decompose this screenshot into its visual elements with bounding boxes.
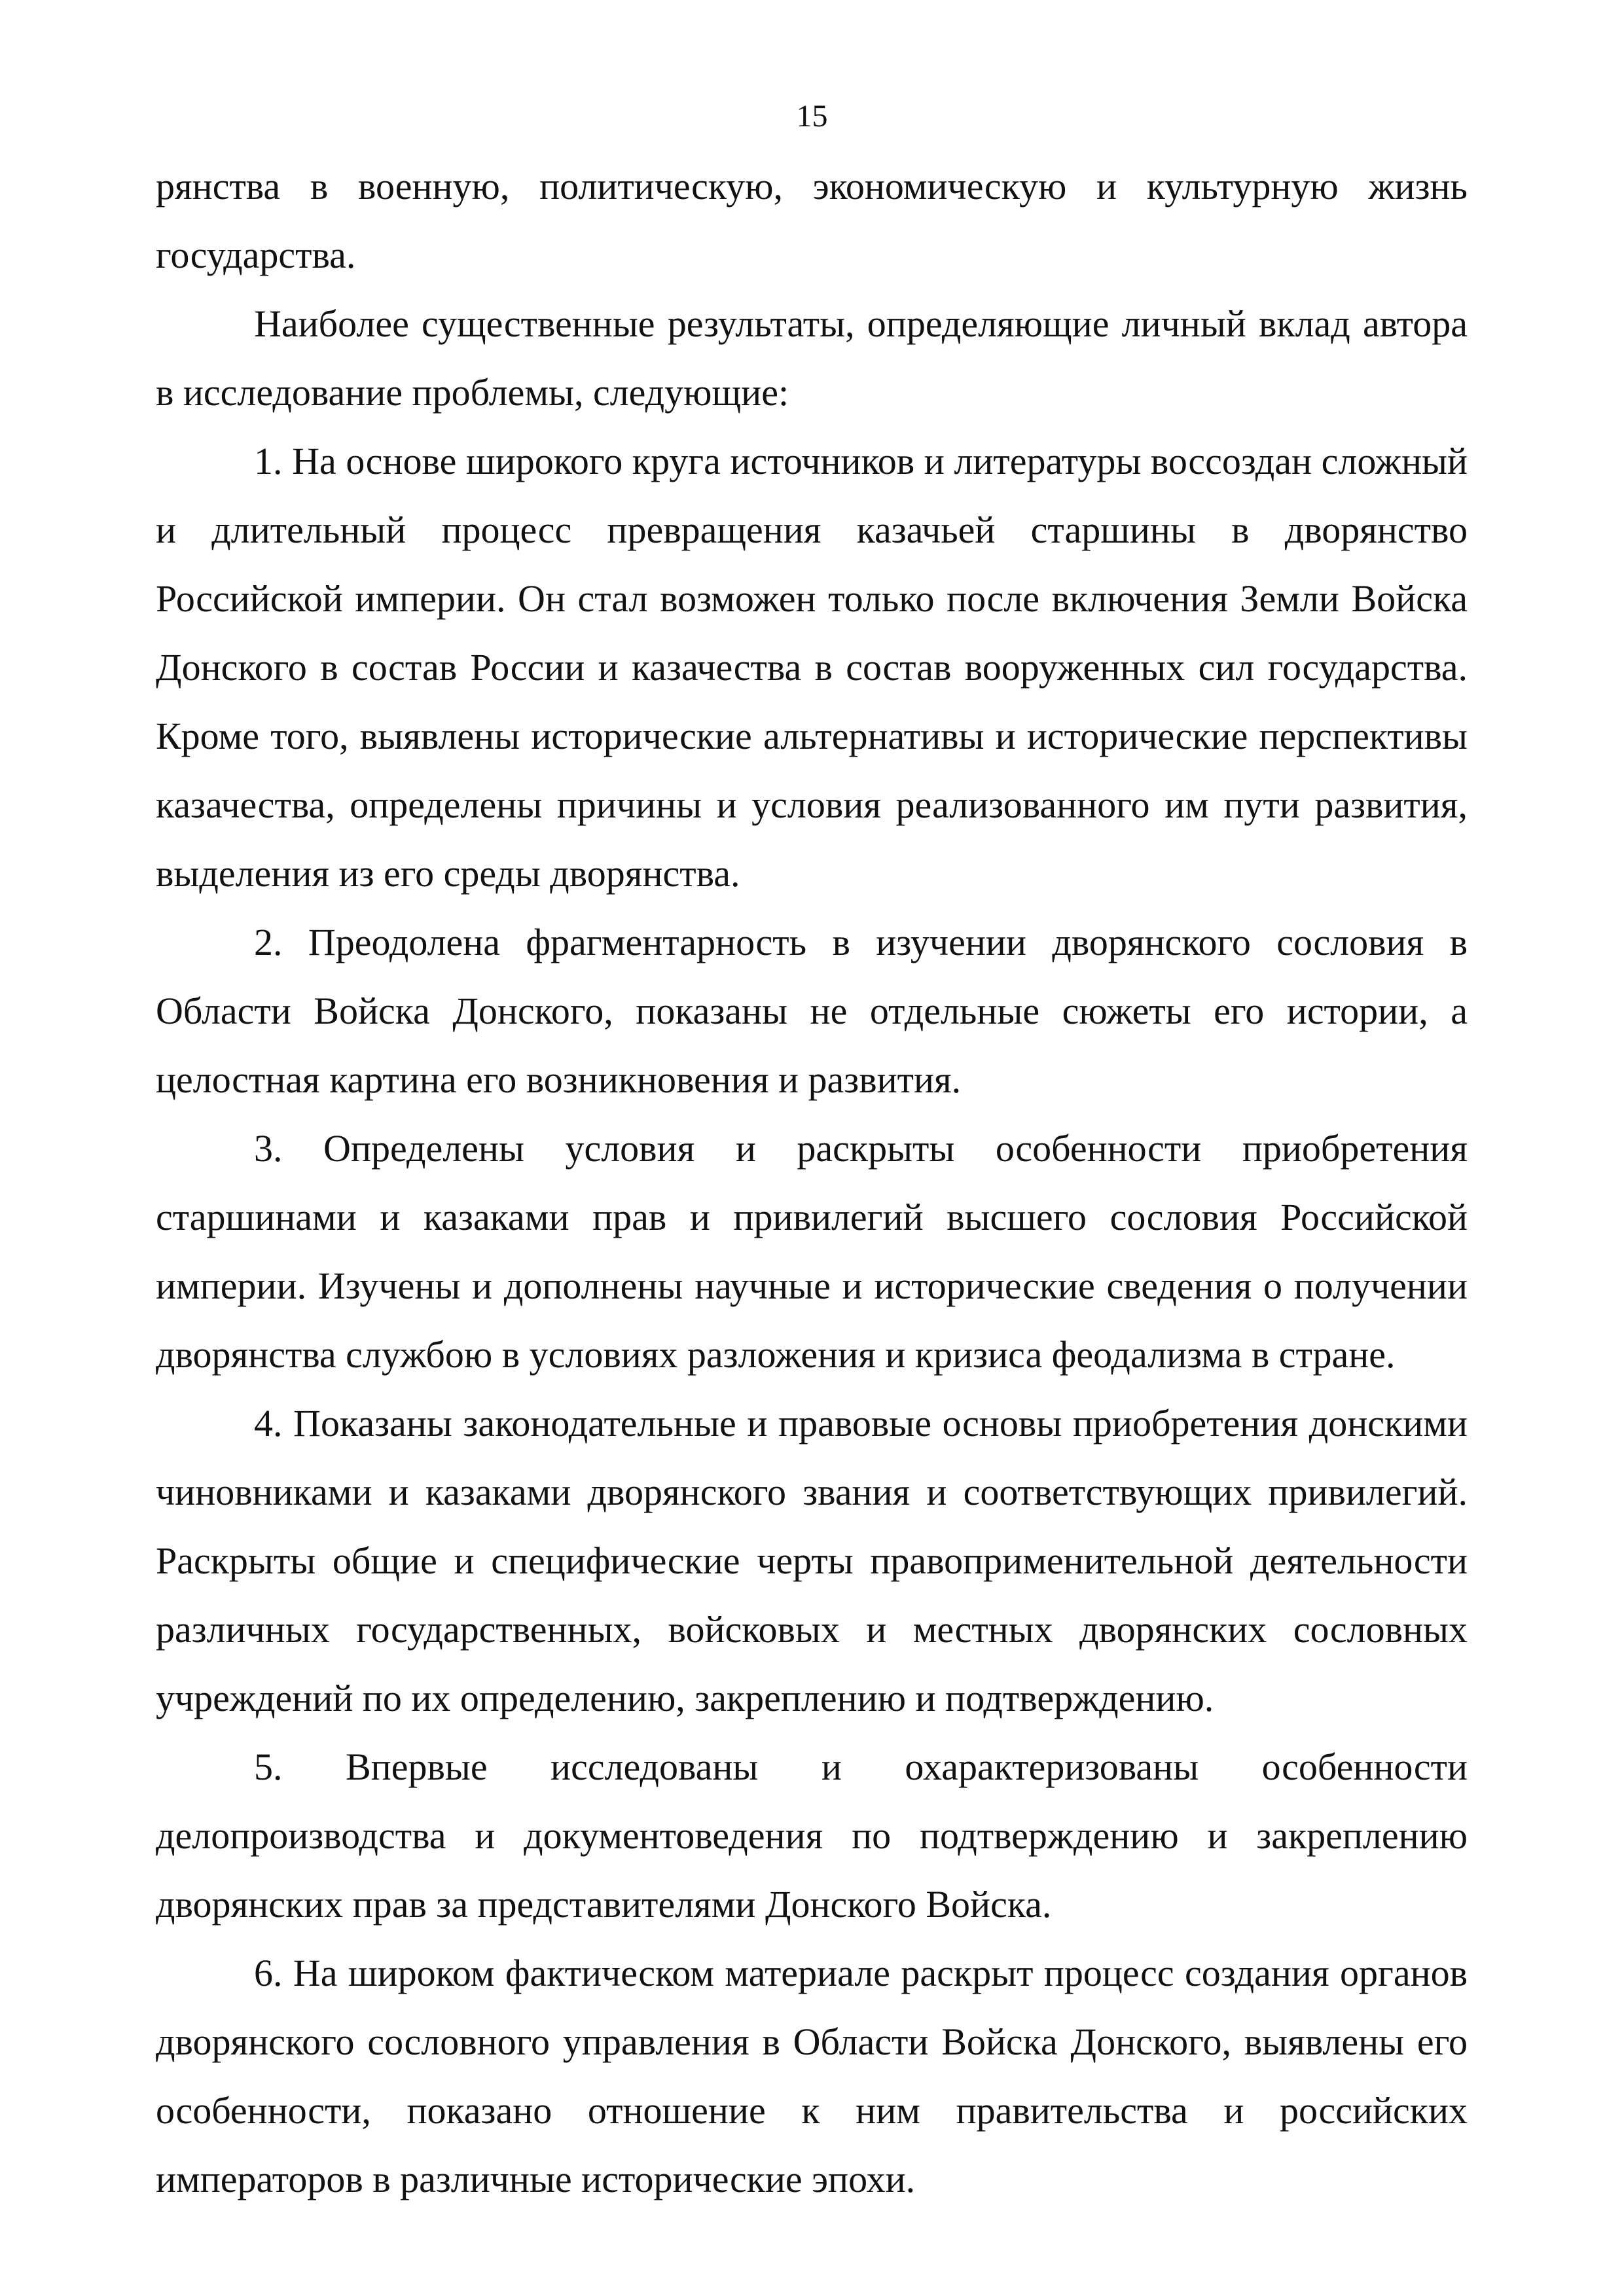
paragraph-item-6: 6. На широком фактическом материале раскрыт процесс создания органов дворянского сословного управления в Области Войска Донского, выявлены его особенности, показано отношение к ним правительства и российских императоров в различные исторические эпохи. [156,1952,1468,2200]
page-number: 15 [796,99,828,134]
paragraph-continuation: рянства в военную, политическую, экономическую и культурную жизнь государства. [156,165,1468,276]
body-text [156,152,1468,2214]
paragraph-intro: Наиболее существенные результаты, определяющие личный вклад автора в исследование проблемы, следующие: [156,302,1468,414]
paragraph-item-3: 3. Определены условия и раскрыты особенности приобретения старшинами и казаками прав и привилегий высшего сословия Российской империи. Изучены и дополнены научные и исторические сведения о получении дворянства службою в условиях разложения и кризиса феодализма в стране. [156,1127,1468,1376]
paragraph-item-1: 1. На основе широкого круга источников и литературы воссоздан сложный и длительный процесс превращения казачьей старшины в дворянство Российской империи. Он стал возможен только после включения Земли Войска Донского в состав России и казачества в состав вооруженных сил государства. Кроме того, выявлены исторические альтернативы и исторические перспективы казачества, определены причины и условия реализованного им пути развития, выделения из его среды дворянства. [156,440,1468,895]
paragraph-item-4: 4. Показаны законодательные и правовые основы приобретения донскими чиновниками и казаками дворянского звания и соответствующих привилегий. Раскрыты общие и специфические черты правоприменительной деятельности различных государственных, войсковых и местных дворянских сословных учреждений по их определению, закреплению и подтверждению. [156,1402,1468,1719]
paragraph-item-2: 2. Преодолена фрагментарность в изучении дворянского сословия в Области Войска Донского, показаны не отдельные сюжеты его истории, а целостная картина его возникновения и развития. [156,921,1468,1101]
paragraph-item-5: 5. Впервые исследованы и охарактеризованы особенности делопроизводства и документоведения по подтверждению и закреплению дворянских прав за представителями Донского Войска. [156,1746,1468,1926]
